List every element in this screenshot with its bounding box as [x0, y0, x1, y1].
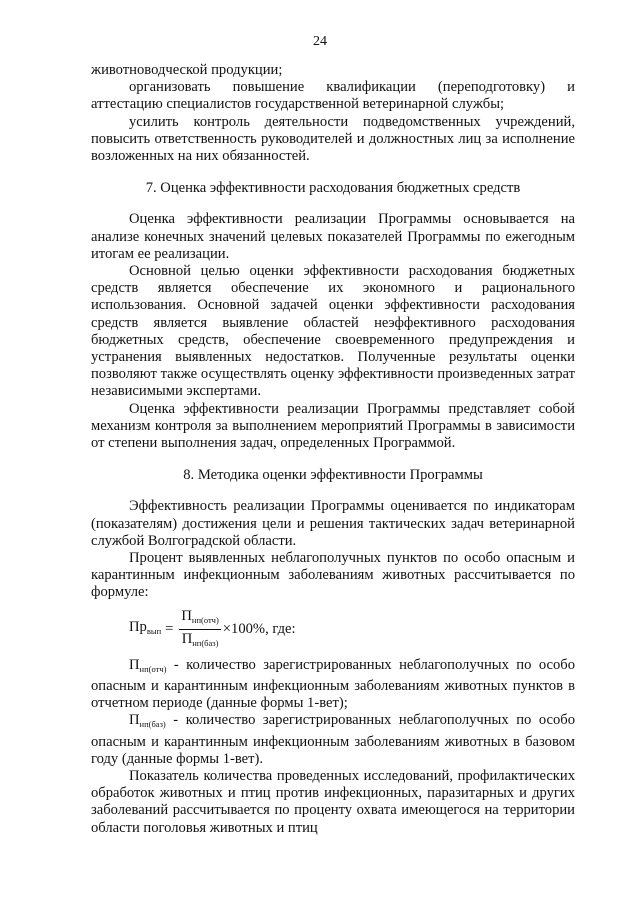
formula-equals: = — [165, 620, 174, 637]
formula-tail: ×100%, где: — [222, 620, 296, 637]
intro-line: животноводческой продукции; — [91, 62, 283, 78]
formula — [129, 608, 575, 651]
definition: $П_{нп(баз)}$ - количество зарегистрированных неблагополучных по особо опасным и карантинным инфекционным заболеваниям животных в базовом году (данные формы 1-вет). — [91, 712, 575, 767]
section-8-paragraph: Показатель количества проведенных исследований, профилактических обработок животных и птиц против инфекционных, паразитарных и других заболеваний рассчитывается по проценту охвата имеющегося на территории области поголовья животных и птиц — [91, 767, 575, 836]
formula-fraction — [179, 608, 220, 651]
section-7-paragraph: Оценка эффективности реализации Программы основывается на анализе конечных значений целевых показателей Программы по ежегодным итогам ее реализации. — [91, 211, 575, 262]
formula-lhs: $Пр_{вып}$ — [129, 618, 162, 636]
definition: $П_{нп(отч)}$ - количество зарегистрированных неблагополучных по особо опасным и карантинным инфекционным заболеваниям животных пунктов в отчетном периоде (данные формы 1-вет); — [91, 656, 575, 712]
section-7-heading: 7. Оценка эффективности расходования бюджетных средств — [145, 180, 521, 197]
section-8-heading: 8. Методика оценки эффективности Программы — [183, 467, 483, 484]
document-body — [91, 62, 575, 837]
intro-line: организовать повышение квалификации (переподготовку) и аттестацию специалистов государственной ветеринарной службы; — [91, 79, 575, 113]
formula-denominator: $П_{нп(баз)}$ — [181, 630, 219, 648]
intro-line: усилить контроль деятельности подведомственных учреждений, повысить ответственность руководителей и должностных лиц за исполнение возложенных на них обязанностей. — [91, 113, 575, 165]
section-8-paragraph: Процент выявленных неблагополучных пунктов по особо опасным и карантинным инфекционным заболеваниям животных рассчитывается по формуле: — [91, 550, 575, 601]
page-number: 24 — [313, 34, 327, 49]
section-7-paragraph: Основной целью оценки эффективности расходования бюджетных средств является обеспечение их экономного и рационального использования. Основной задачей оценки эффективности расходования средств является выявление областей неэффективного расходования бюджетных средств, обеспечение своевременного предупреждения и устранения выявленных недостатков. Полученные результаты оценки позволяют также осуществлять оценку эффективности произведенных затрат независимыми экспертами. — [91, 263, 575, 400]
section-7-paragraph: Оценка эффективности реализации Программы представляет собой механизм контроля за выполнением мероприятий Программы в зависимости от степени выполнения задач, определенных Программой. — [91, 400, 575, 452]
section-8-paragraph: Эффективность реализации Программы оценивается по индикаторам (показателям) достижения цели и решения тактических задач ветеринарной службой Волгоградской области. — [91, 498, 575, 549]
formula-numerator: $П_{нп(отч)}$ — [179, 608, 220, 630]
